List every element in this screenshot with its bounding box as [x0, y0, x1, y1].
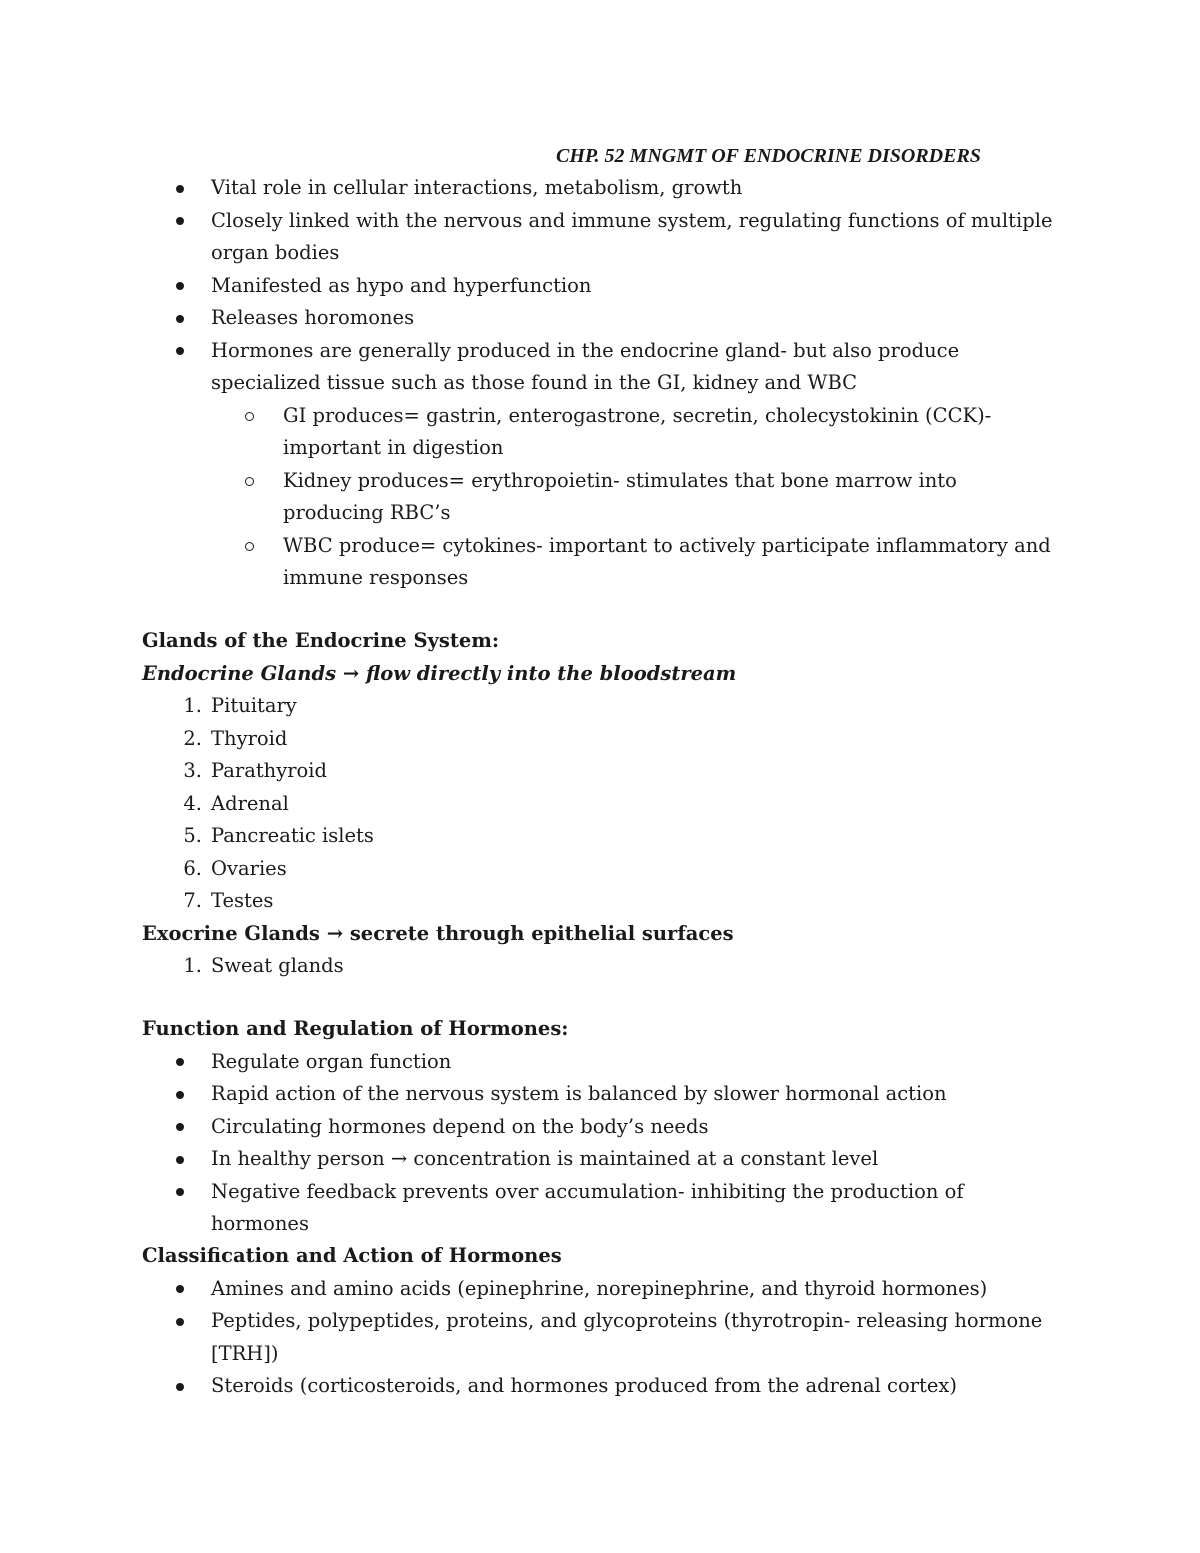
list-item: 1. Pituitary: [183, 694, 297, 717]
list-item: 4. Adrenal: [183, 791, 289, 815]
exocrine-list: [142, 950, 1062, 983]
list-item: Circulating hormones depend on the body’s needs: [142, 1111, 1062, 1144]
section-heading: Classification and Action of Hormones: [142, 1244, 562, 1267]
bullet-icon: [176, 185, 184, 193]
list-item: Peptides, polypeptides, proteins, and glycoproteins (thyrotropin- releasing hormone [TRH]): [142, 1305, 1062, 1370]
list-item: Amines and amino acids (epinephrine, norepinephrine, and thyroid hormones): [142, 1273, 1062, 1306]
list-item: Steroids (corticosteroids, and hormones produced from the adrenal cortex): [142, 1370, 1062, 1403]
hollow-bullet-icon: [245, 542, 254, 551]
bullet-icon: [176, 282, 184, 290]
intro-sub-list: [142, 400, 1062, 595]
classification-list: [142, 1273, 1062, 1403]
list-item: Manifested as hypo and hyperfunction: [142, 270, 1062, 303]
list-item: WBC produce= cytokines- important to actively participate inflammatory and immune responses: [211, 530, 1062, 595]
bullet-icon: [176, 1318, 184, 1326]
function-list: [142, 1046, 1062, 1241]
bullet-icon: [176, 1285, 184, 1293]
glands-section: [142, 625, 1062, 983]
bullet-icon: [176, 1058, 184, 1066]
bullet-icon: [176, 1123, 184, 1131]
list-item: GI produces= gastrin, enterogastrone, secretin, cholecystokinin (CCK)- important in digestion: [211, 400, 1062, 465]
hollow-bullet-icon: [245, 477, 254, 486]
list-item: 6. Ovaries: [183, 856, 287, 880]
subsection-heading: Endocrine Glands → flow directly into the bloodstream: [142, 661, 737, 685]
endocrine-list: [142, 690, 1062, 918]
list-item: Rapid action of the nervous system is balanced by slower hormonal action: [142, 1078, 1062, 1111]
bullet-icon: [176, 1188, 184, 1196]
intro-list: [142, 172, 1062, 400]
section-heading: Function and Regulation of Hormones:: [142, 1017, 569, 1040]
list-item: Negative feedback prevents over accumulation- inhibiting the production of hormones: [142, 1176, 1062, 1241]
list-item: In healthy person → concentration is maintained at a constant level: [142, 1143, 1062, 1176]
intro-section: [142, 172, 1062, 595]
list-item: 1. Sweat glands: [183, 954, 344, 977]
list-item: Hormones are generally produced in the endocrine gland- but also produce specialized tissue such as those found in the GI, kidney and WBC: [142, 335, 1062, 400]
list-item: 7. Testes: [183, 889, 274, 912]
list-item: 2. Thyroid: [183, 726, 288, 750]
section-heading: Glands of the Endocrine System:: [142, 629, 500, 652]
bullet-icon: [176, 347, 184, 355]
function-section: [142, 1013, 1062, 1241]
bullet-icon: [176, 1383, 184, 1391]
page-title: CHP. 52 MNGMT OF ENDOCRINE DISORDERS: [556, 145, 981, 167]
bullet-icon: [176, 315, 184, 323]
list-item: Closely linked with the nervous and immune system, regulating functions of multiple organ bodies: [142, 205, 1062, 270]
list-item: Regulate organ function: [142, 1046, 1062, 1079]
bullet-icon: [176, 1091, 184, 1099]
list-item: 5. Pancreatic islets: [183, 824, 374, 847]
list-item: Vital role in cellular interactions, metabolism, growth: [142, 172, 1062, 205]
list-item: Releases horomones: [142, 302, 1062, 335]
bullet-icon: [176, 1156, 184, 1164]
list-item: 3. Parathyroid: [183, 759, 328, 782]
subsection-heading: Exocrine Glands → secrete through epithelial surfaces: [142, 921, 734, 945]
bullet-icon: [176, 217, 184, 225]
classification-section: [142, 1240, 1062, 1403]
hollow-bullet-icon: [245, 412, 254, 421]
list-item: Kidney produces= erythropoietin- stimulates that bone marrow into producing RBC’s: [211, 465, 1062, 530]
